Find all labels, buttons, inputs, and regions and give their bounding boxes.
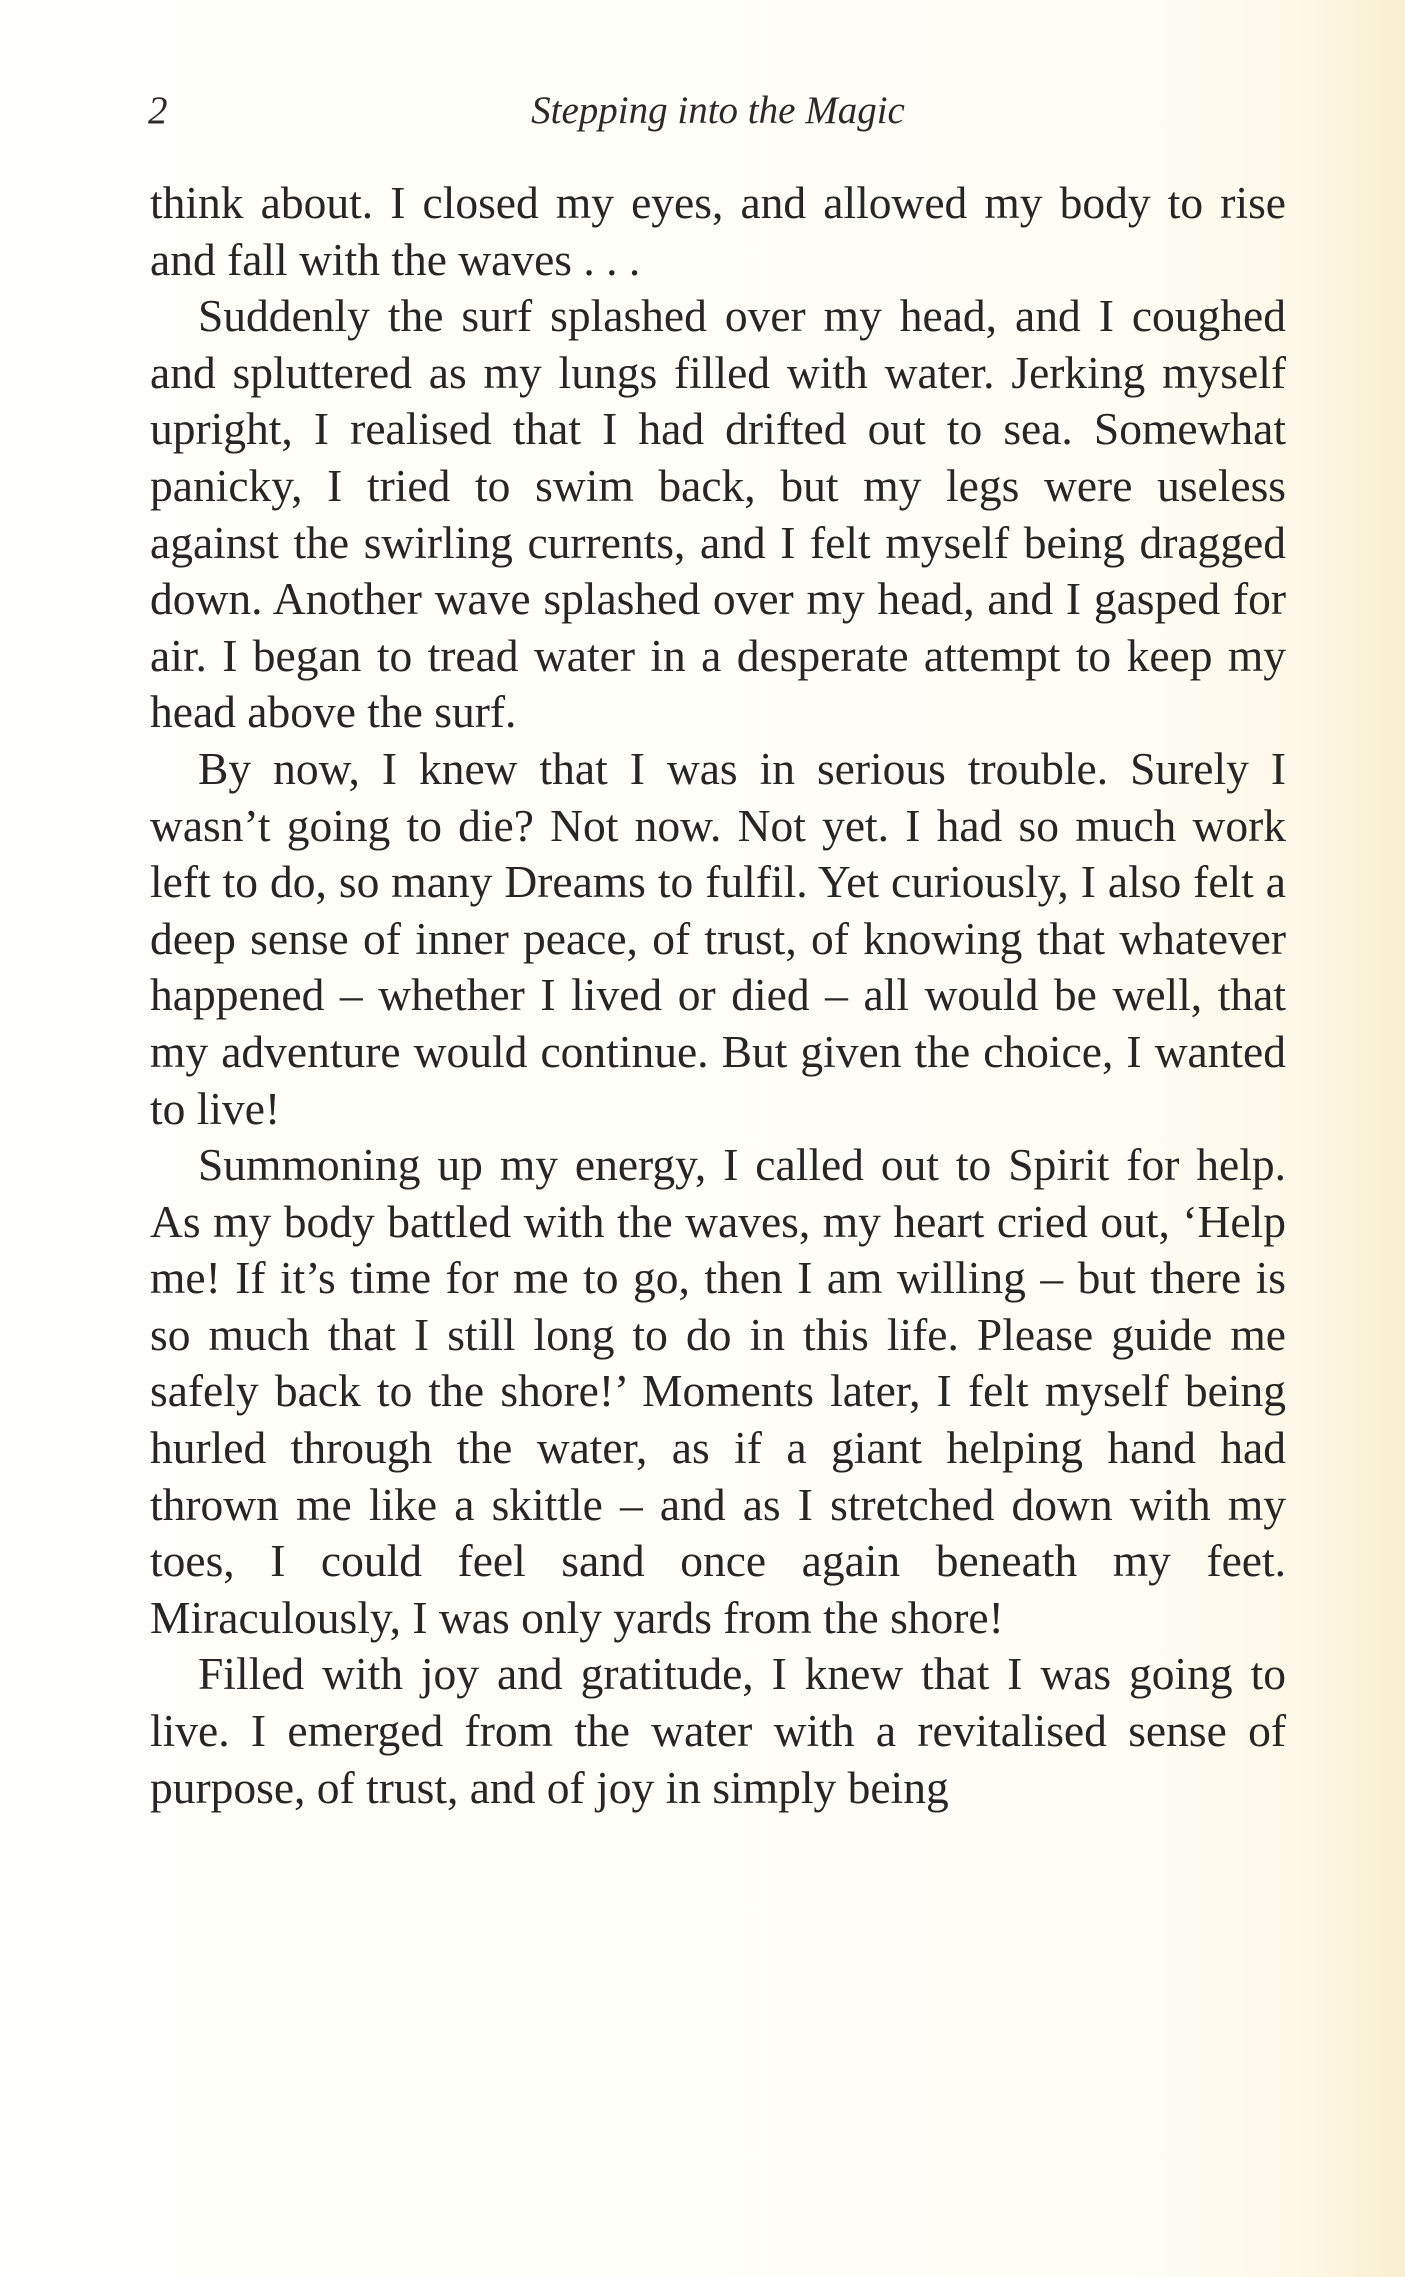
paragraph: think about. I closed my eyes, and allowed my body to rise and fall with the waves . . . (150, 177, 1286, 285)
running-head: Stepping into the Magic (531, 89, 905, 132)
body-text (150, 175, 1286, 1816)
paragraph: By now, I knew that I was in serious trouble. Surely I wasn’t going to die? Not now. Not yet. I had so much work left to do, so many Dreams to fulfil. Yet curiously, I also felt a deep sense of inner peace, of trust, of knowing that whatever happened – whether I lived or died – all would be well, that my adventure would continue. But given the choice, I wanted to live! (150, 742, 1286, 1134)
page-number: 2 (148, 89, 168, 132)
paragraph: Filled with joy and gratitude, I knew that I was going to live. I emerged from the water with a revitalised sense of purpose, of trust, and of joy in simply being (150, 1648, 1286, 1813)
paragraph: Suddenly the surf splashed over my head, and I coughed and spluttered as my lungs filled with water. Jerking myself upright, I realised that I had drifted out to sea. Somewhat panicky, I tried to swim back, but my legs were useless against the swirling currents, and I felt myself being dragged down. Another wave splashed over my head, and I gasped for air. I began to tread water in a desperate attempt to keep my head above the surf. (150, 290, 1286, 738)
paragraph: Summoning up my energy, I called out to Spirit for help. As my body battled with the waves, my heart cried out, ‘Help me! If it’s time for me to go, then I am willing – but there is so much that I still long to do in this life. Please guide me safely back to the shore!’ Moments later, I felt myself being hurled through the water, as if a giant helping hand had thrown me like a skittle – and as I stretched down with my toes, I could feel sand once again beneath my feet. Miraculously, I was only yards from the shore! (150, 1139, 1286, 1643)
page-header (148, 88, 1288, 144)
